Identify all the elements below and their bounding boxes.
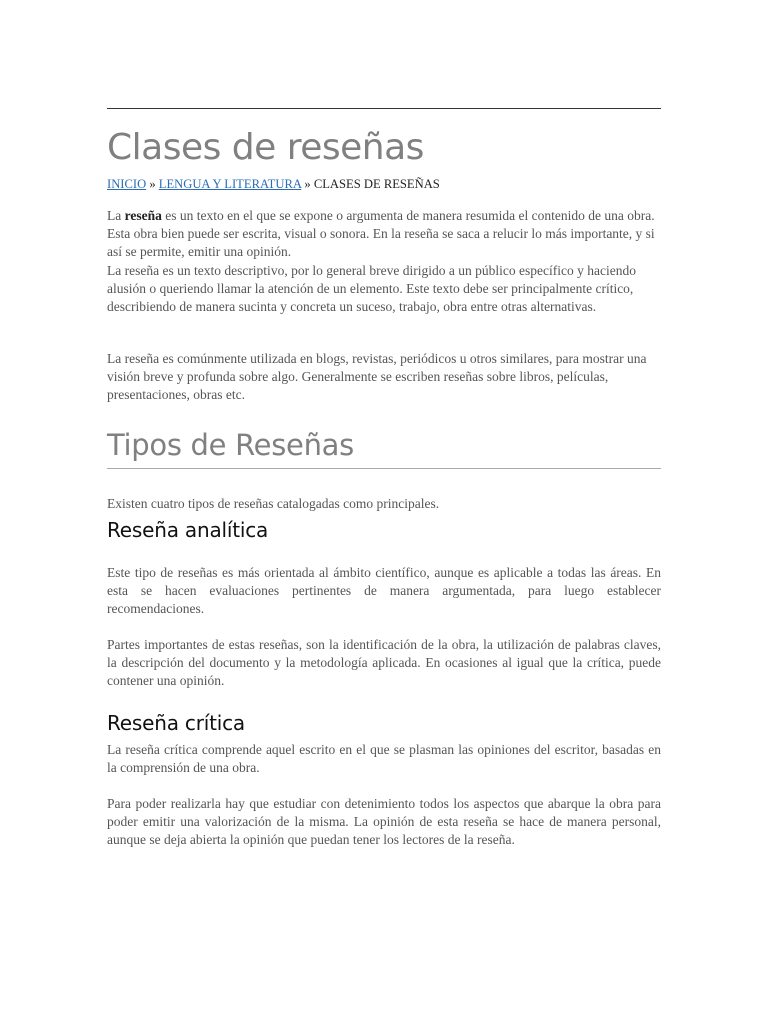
- critica-paragraph-1: La reseña crítica comprende aquel escrito en el que se plasman las opiniones del escritor, basadas en la comprensión de una obra.: [107, 742, 661, 775]
- top-divider: [107, 108, 661, 109]
- analitica-paragraph-2: Partes importantes de estas reseñas, son la identificación de la obra, la utilización de palabras claves, la descripción del documento y la metodología aplicada. En ocasiones al igual que la crítica, puede contener una opinión.: [107, 637, 661, 688]
- breadcrumb-separator: »: [146, 177, 159, 191]
- breadcrumb-home-link[interactable]: INICIO: [107, 177, 147, 191]
- subheading-critica: Reseña crítica: [107, 711, 245, 735]
- intro-prefix: La: [107, 208, 125, 223]
- critica-paragraph-2: Para poder realizarla hay que estudiar con detenimiento todos los aspectos que abarque la obra para poder emitir una valorización de la misma. La opinión de esta reseña se hace de manera personal, aunque se deja abierta la opinión que puedan tener los lectores de la reseña.: [107, 796, 661, 847]
- analitica-paragraph-1: Este tipo de reseñas es más orientada al ámbito científico, aunque es aplicable a todas las áreas. En esta se hacen evaluaciones pertinentes de manera argumentada, para luego establecer recomendaciones.: [107, 565, 661, 616]
- breadcrumb-section-link[interactable]: LENGUA Y LITERATURA: [158, 177, 302, 191]
- breadcrumb-current: CLASES DE RESEÑAS: [313, 177, 440, 191]
- intro-paragraph-3: La reseña es comúnmente utilizada en blogs, revistas, periódicos u otros similares, para mostrar una visión breve y profunda sobre algo. Generalmente se escriben reseñas sobre libros, películas, presentaciones, obras etc.: [107, 351, 647, 402]
- section-divider: [107, 468, 661, 469]
- intro-rest: es un texto en el que se expone o argumenta de manera resumida el contenido de una obra. Esta obra bien puede ser escrita, visual o sonora. En la reseña se saca a relucir lo más importante, y si así se permite, emitir una opinión.: [107, 208, 655, 259]
- breadcrumb-separator: »: [301, 177, 314, 191]
- intro-bold-term: reseña: [124, 208, 162, 223]
- intro-paragraph-2: La reseña es un texto descriptivo, por lo general breve dirigido a un público específico y haciendo alusión o queriendo llamar la atención de un elemento. Este texto debe ser principalmente crítico, describiendo de manera sucinta y concreta un suceso, trabajo, obra entre otras alternativas.: [107, 263, 636, 314]
- tipos-intro-paragraph: Existen cuatro tipos de reseñas catalogadas como principales.: [107, 496, 440, 511]
- section-heading-tipos: Tipos de Reseñas: [107, 428, 354, 462]
- subheading-analitica: Reseña analítica: [107, 518, 269, 542]
- breadcrumb: [107, 175, 440, 193]
- page-title: Clases de reseñas: [107, 127, 424, 168]
- intro-paragraph-1: [107, 207, 661, 261]
